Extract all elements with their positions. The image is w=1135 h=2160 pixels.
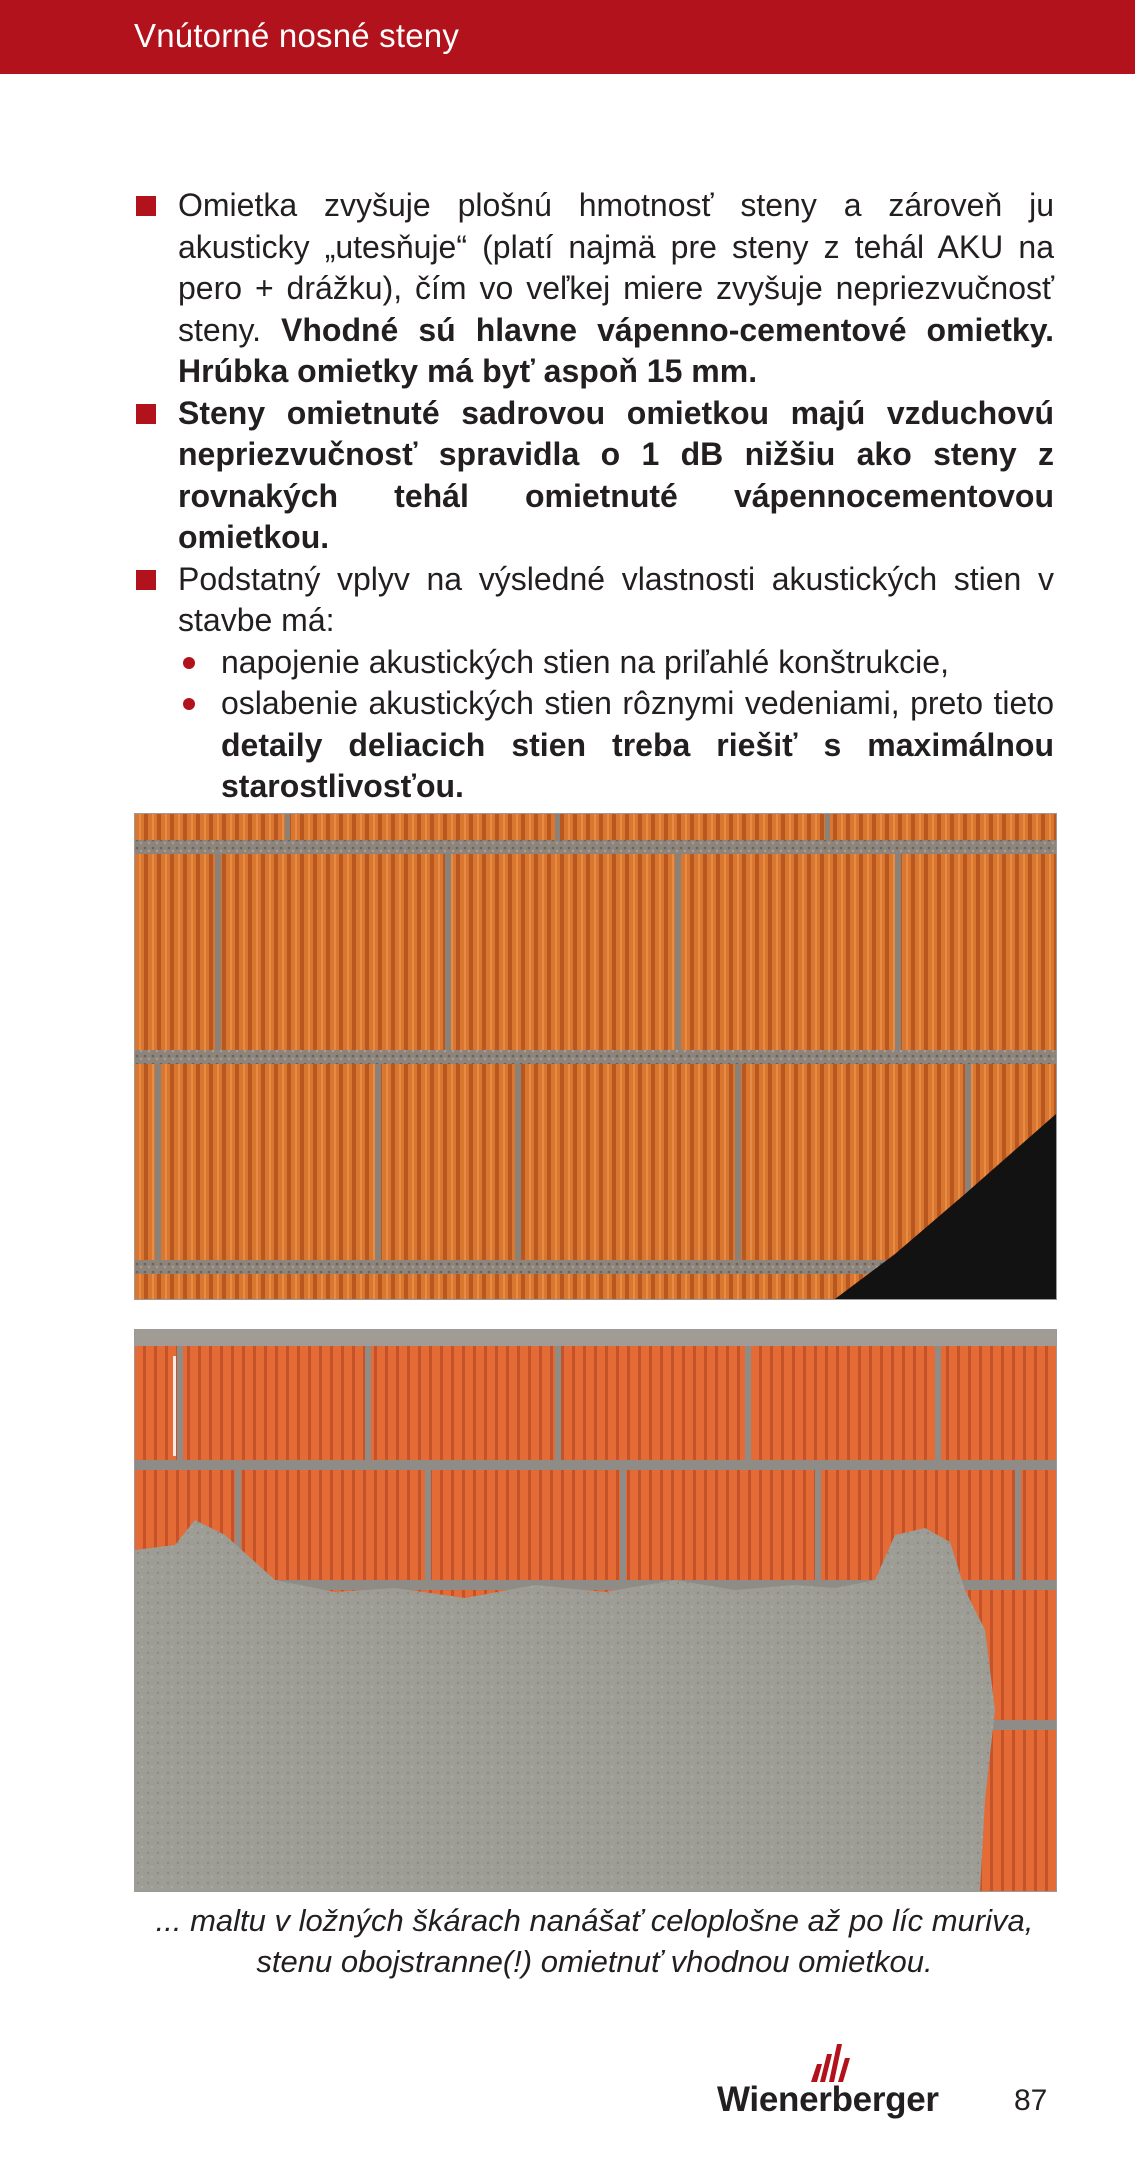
bullet-text-bold: Steny omietnuté sadrovou omietkou majú vzduchovú nepriezvučnosť spravidla o 1 dB nižšiu ako steny z rovnakých tehál omietnuté vápennocementovou omietkou.	[178, 394, 1054, 555]
plastered-wall-photo	[134, 1329, 1057, 1892]
bullet-list	[134, 185, 1054, 808]
sub-bullet-text-bold: detaily deliacich stien treba riešiť s maximálnou starostlivosťou.	[221, 726, 1054, 804]
bullet-item-influence	[134, 559, 1054, 808]
round-bullet-icon	[183, 657, 195, 669]
square-bullet-icon	[136, 404, 156, 424]
bullet-item-plaster	[134, 185, 1054, 393]
bullet-text-bold: Vhodné sú hlavne vápenno-cementové omietky. Hrúbka omietky má byť aspoň 15 mm.	[178, 311, 1054, 389]
sub-bullet-item	[134, 683, 1054, 808]
sub-bullet-text: napojenie akustických stien na priľahlé konštrukcie,	[221, 643, 949, 680]
bullet-text: Omietka zvyšuje plošnú hmotnosť steny a zároveň ju akusticky „utesňuje“ (platí najmä pre steny z tehál AKU na pero + drážku), čím vo veľkej miere zvyšuje nepriezvučnosť steny.	[178, 187, 1054, 348]
wienerberger-logo-icon	[809, 2040, 853, 2082]
caption-line: stenu obojstranne(!) omietnuť vhodnou omietkou.	[256, 1944, 933, 1979]
sub-bullet-text: oslabenie akustických stien rôznymi vedeniami, preto tieto	[221, 685, 1054, 721]
wienerberger-logo-text: Wienerberger	[717, 2080, 939, 2119]
bullet-item-gypsum	[134, 393, 1054, 559]
sub-bullet-item	[134, 642, 1054, 684]
square-bullet-icon	[136, 570, 156, 590]
brick-wall-photo	[134, 813, 1057, 1300]
section-title: Vnútorné nosné steny	[134, 17, 460, 54]
square-bullet-icon	[136, 196, 156, 216]
page-header	[0, 0, 1135, 74]
round-bullet-icon	[183, 698, 195, 710]
caption-line: ... maltu v ložných škárach nanášať celoplošne až po líc muriva,	[155, 1903, 1034, 1938]
bullet-text: Podstatný vplyv na výsledné vlastnosti akustických stien v stavbe má:	[178, 560, 1054, 638]
page-number: 87	[1014, 2084, 1048, 2117]
photo-caption	[134, 1900, 1055, 1982]
